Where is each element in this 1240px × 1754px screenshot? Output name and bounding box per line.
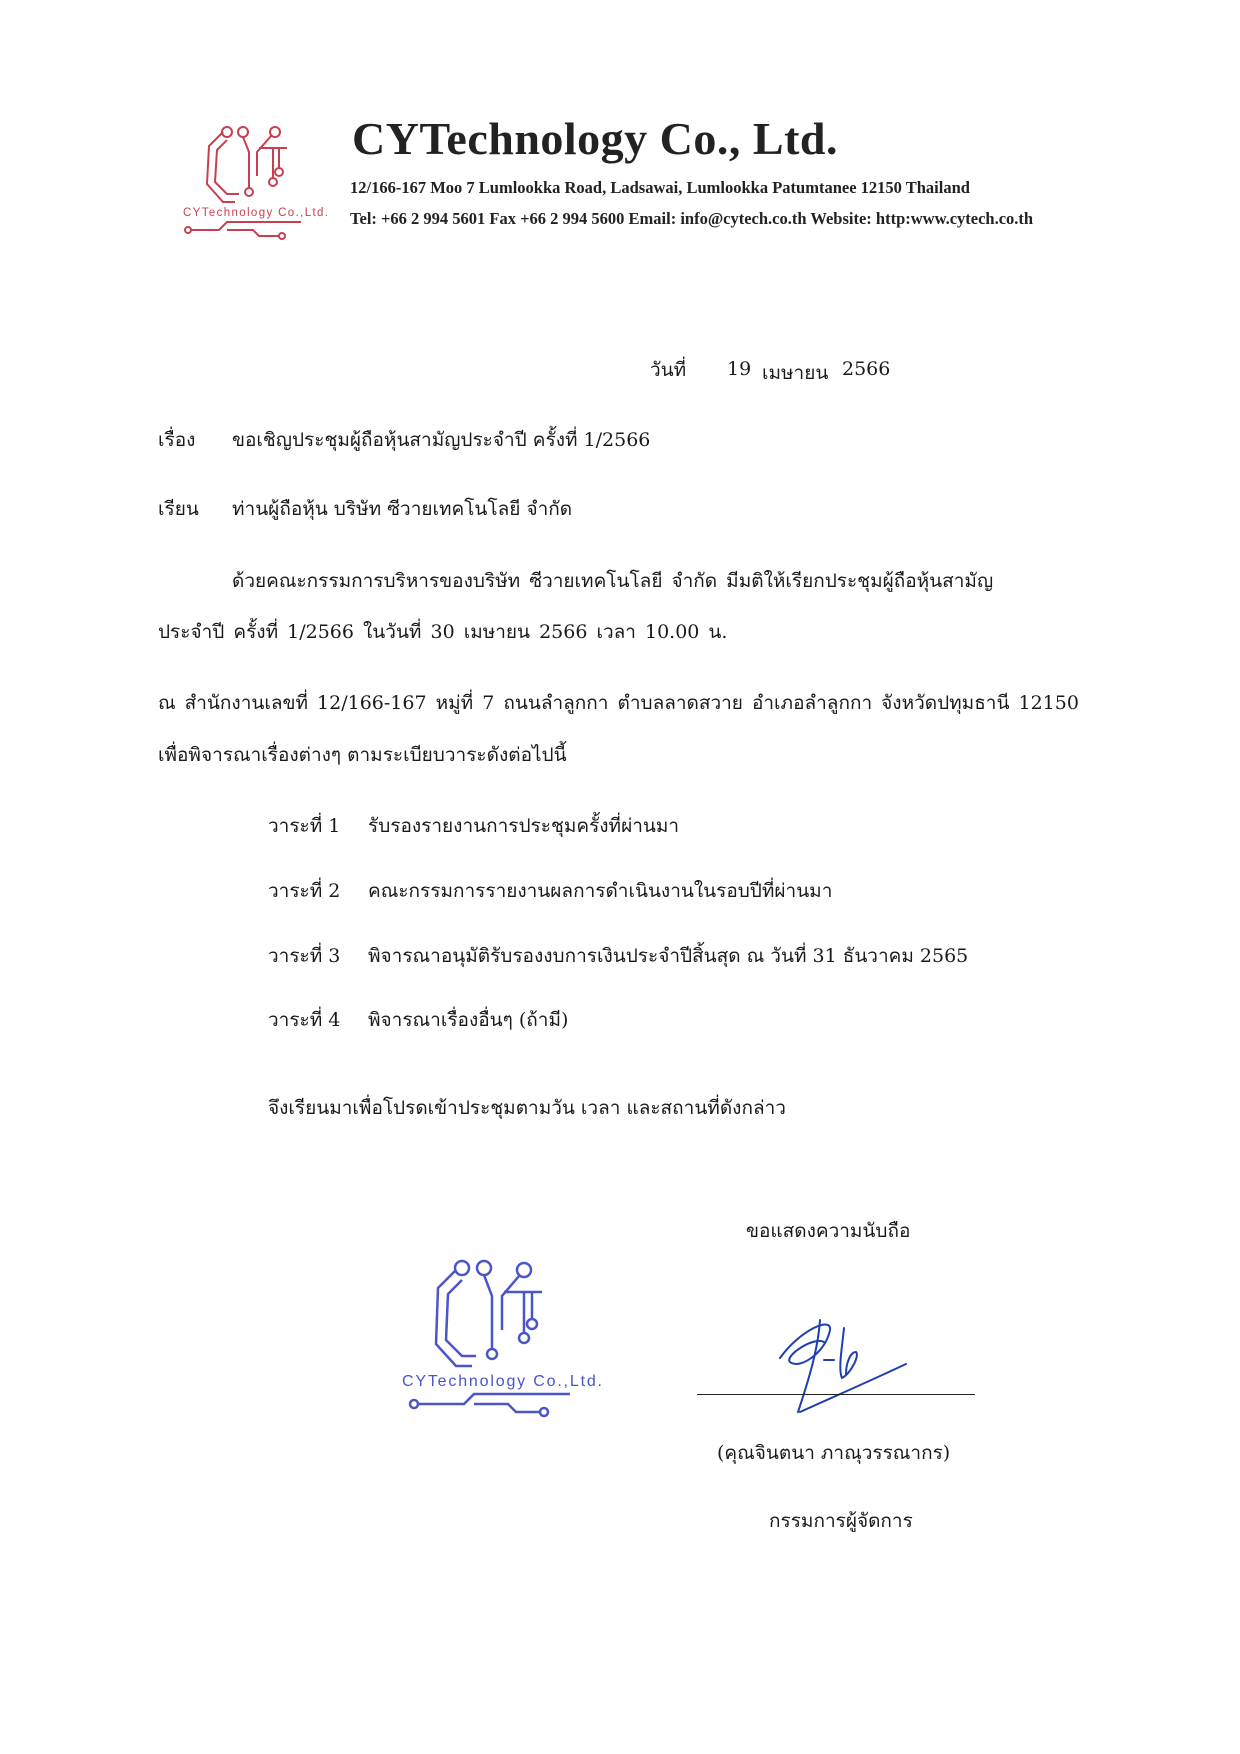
agenda-number: วาระที่ 2 (268, 880, 341, 902)
subject-label: เรื่อง (158, 429, 196, 451)
body-paragraph-2-line-1: ณ สำนักงานเลขที่ 12/166-167 หมู่ที่ 7 ถนนลำลูกกา ตำบลลาดสวาย อำเภอลำลูกกา จังหวัดปทุมธานี 12150 (158, 692, 1079, 714)
recipient-text: ท่านผู้ถือหุ้น บริษัท ซีวายเทคโนโลยี จำกัด (232, 498, 573, 520)
body-paragraph-1-line-1: ด้วยคณะกรรมการบริหารของบริษัท ซีวายเทคโนโลยี จำกัด มีมติให้เรียกประชุมผู้ถือหุ้นสามัญ (232, 570, 994, 592)
body-paragraph-2-line-2: เพื่อพิจารณาเรื่องต่างๆ ตามระเบียบวาระดังต่อไปนี้ (158, 744, 567, 766)
signature-line (697, 1394, 975, 1395)
company-logo (183, 118, 328, 240)
company-address: 12/166-167 Moo 7 Lumlookka Road, Ladsawai, Lumlookka Patumtanee 12150 Thailand (350, 178, 970, 197)
svg-text:CYTechnology Co.,Ltd.: CYTechnology Co.,Ltd. (402, 1373, 602, 1390)
signer-title: กรรมการผู้จัดการ (769, 1510, 913, 1532)
agenda-text: พิจารณาอนุมัติรับรองงบการเงินประจำปีสิ้นสุด ณ วันที่ 31 ธันวาคม 2565 (368, 945, 969, 967)
subject-text: ขอเชิญประชุมผู้ถือหุ้นสามัญประจำปี ครั้งที่ 1/2566 (232, 429, 651, 451)
agenda-number: วาระที่ 1 (268, 815, 341, 837)
agenda-number: วาระที่ 4 (268, 1009, 341, 1031)
regards-text: ขอแสดงความนับถือ (746, 1220, 911, 1242)
agenda-text: คณะกรรมการรายงานผลการดำเนินงานในรอบปีที่ผ่านมา (368, 880, 833, 902)
date-day: 19 (727, 358, 752, 380)
agenda-number: วาระที่ 3 (268, 945, 341, 967)
company-stamp (400, 1248, 610, 1418)
svg-text:CYTechnology Co.,Ltd.: CYTechnology Co.,Ltd. (183, 207, 328, 219)
date-year: 2566 (842, 358, 891, 380)
signer-name: (คุณจินตนา ภาณุวรรณากร) (717, 1442, 951, 1464)
closing-line: จึงเรียนมาเพื่อโปรดเข้าประชุมตามวัน เวลา และสถานที่ดังกล่าว (268, 1097, 786, 1119)
body-paragraph-1-line-2: ประจำปี ครั้งที่ 1/2566 ในวันที่ 30 เมษายน 2566 เวลา 10.00 น. (158, 621, 728, 643)
company-contact: Tel: +66 2 994 5601 Fax +66 2 994 5600 Email: info@cytech.co.th Website: http:www.cytech.co.th (350, 209, 1034, 228)
agenda-text: พิจารณาเรื่องอื่นๆ (ถ้ามี) (368, 1009, 569, 1031)
signature (760, 1300, 920, 1420)
date-label: วันที่ (650, 359, 687, 381)
date-month: เมษายน (762, 362, 829, 384)
agenda-text: รับรองรายงานการประชุมครั้งที่ผ่านมา (368, 815, 680, 837)
recipient-label: เรียน (158, 498, 199, 520)
company-name: CYTechnology Co., Ltd. (352, 113, 838, 164)
